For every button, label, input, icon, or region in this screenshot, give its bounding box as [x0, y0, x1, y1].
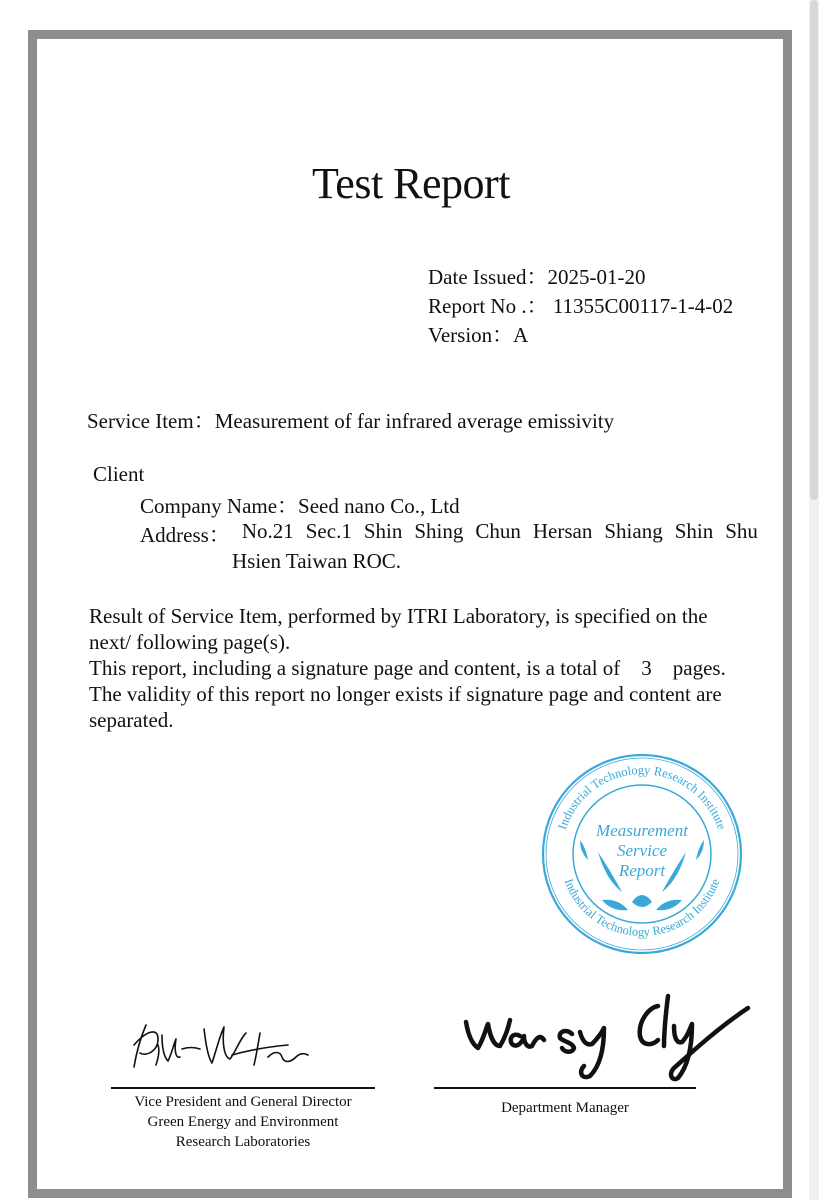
signature-line-right [434, 1087, 696, 1089]
paragraph-line-1: Result of Service Item, performed by ITRI Laboratory, is specified on the [89, 604, 708, 628]
vice-president-signature [128, 1005, 318, 1075]
address-word: Shu [725, 519, 758, 543]
address-word: Shiang [604, 519, 663, 543]
paragraph-line-4: The validity of this report no longer exists if signature page and content are [89, 682, 722, 706]
address-word: Chun [475, 519, 521, 543]
address-line-2: Hsien Taiwan ROC. [232, 549, 402, 573]
client-heading: Client [93, 462, 145, 486]
paragraph-line-3: This report, including a signature page and content, is a total of 3 pages. [89, 656, 726, 680]
service-item: Service Item：Measurement of far infrared average emissivity [87, 409, 615, 433]
right-signer-title: Department Manager [501, 1100, 629, 1116]
address-word: No.21 [241, 519, 294, 543]
address-word: Shing [414, 519, 464, 543]
address-word: Hersan [532, 519, 593, 543]
company-name: Company Name：Seed nano Co., Ltd [140, 494, 460, 518]
signature-line-left [111, 1087, 375, 1089]
measurement-service-seal [540, 752, 744, 956]
address-word: Shin [363, 519, 403, 543]
left-signer-title [111, 1092, 375, 1152]
version: Version：A [428, 323, 529, 347]
paragraph-line-2: next/ following page(s). [89, 630, 291, 654]
seal-ring-text-top: Industrial Technology Research Institute [555, 762, 729, 832]
seal-line-3: Report [618, 861, 666, 880]
scrollbar-thumb[interactable] [810, 0, 818, 500]
seal-ring-text-bottom: Industrial Technology Research Institute [561, 876, 723, 940]
address-line [140, 519, 758, 549]
left-caption-line-3: Research Laboratories [175, 1134, 311, 1150]
seal-line-1: Measurement [596, 821, 688, 840]
department-manager-signature [462, 988, 762, 1088]
seal-line-2: Service [616, 841, 668, 860]
report-number: Report No .： 11355C00117-1-4-02 [428, 294, 734, 318]
date-issued: Date Issued：2025-01-20 [428, 265, 646, 289]
address-label: Address： [140, 523, 230, 547]
left-caption-line-1: Vice President and General Director [134, 1094, 352, 1110]
page-title: Test Report [312, 159, 510, 208]
address-word: Sec.1 [305, 519, 352, 543]
paragraph-line-5: separated. [89, 708, 174, 732]
address-word: Shin [674, 519, 714, 543]
left-caption-line-2: Green Energy and Environment [147, 1114, 339, 1130]
